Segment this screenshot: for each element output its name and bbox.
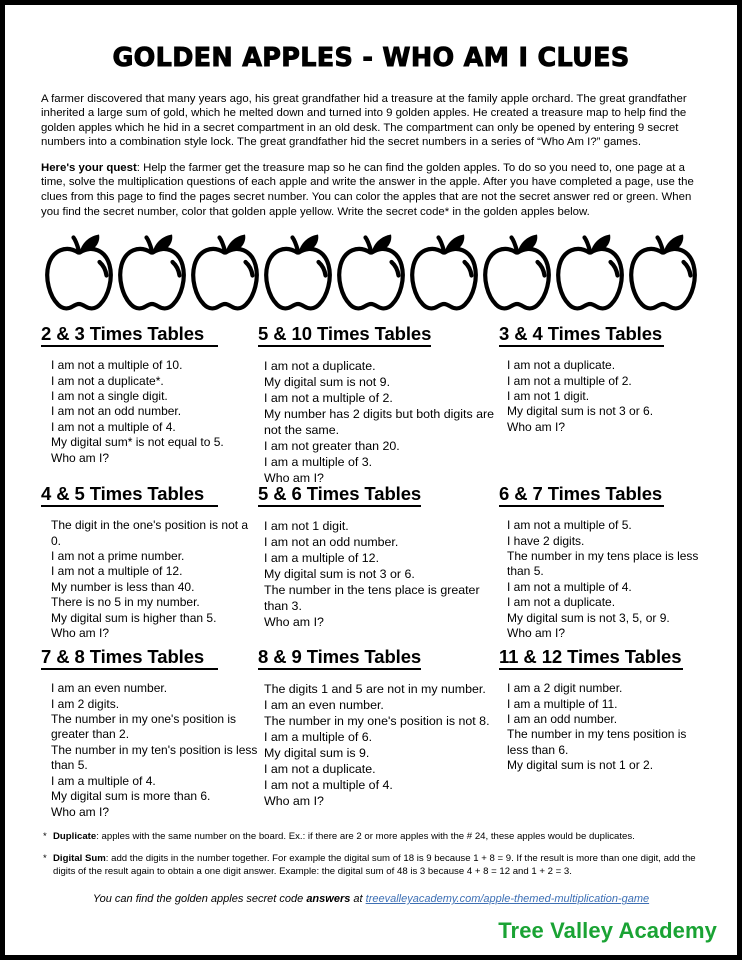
clue-item: The number in my tens place is less than 5.	[507, 549, 699, 579]
answers-bold: answers	[306, 893, 351, 906]
clue-section	[499, 483, 701, 646]
footnote-digital-sum	[41, 852, 701, 878]
clue-item: I am a 2 digit number.	[507, 681, 623, 696]
apple-icon	[482, 231, 552, 313]
page-title: GOLDEN APPLES - WHO AM I CLUES	[112, 43, 630, 73]
footnote-duplicate-text: : apples with the same number on the board. Ex.: if there are 2 or more apples with the # 24, these apples would be duplicates.	[96, 831, 635, 843]
clue-item: My digital sum* is not equal to 5.	[51, 435, 224, 450]
clue-section-title: 11 & 12 Times Tables	[499, 646, 683, 670]
clue-item: I am not a duplicate.	[507, 358, 616, 373]
intro-paragraph: A farmer discovered that many years ago, his great grandfather hid a treasure at the family apple orchard. The great grandfather inherited a large sum of gold, which he melted down and turned into 9 golden apples. He created a treasure map to help find the golden apples which he hid in a secret compartment in an old desk. The compartment can only be opened by entering 9 secret numbers into a combination style lock. The great grandfather hid the secret numbers in a series of “Who Am I?” games.	[41, 92, 687, 149]
clue-item: The number in my one's position is greater than 2.	[51, 712, 237, 742]
apple-icon	[409, 231, 479, 313]
clue-grid	[41, 313, 701, 819]
clue-item: I am not a multiple of 2.	[264, 391, 393, 406]
apple-icon	[44, 231, 114, 313]
clue-item: I am a multiple of 6.	[264, 730, 373, 745]
apple-icon	[190, 231, 260, 313]
quest-text: : Help the farmer get the treasure map so he can find the golden apples. To do so you need to, one page at a time, solve the multiplication questions of each apple and write the answer in the apple. After you have completed a page, use the clues from this page to find the pages secret number. You can color the apples that are not the secret answer red or green. When you find the secret number, color that golden apple yellow. Write the secret code* in the golden apples below.	[41, 161, 694, 218]
clue-section	[258, 646, 499, 814]
clue-item: I am not a single digit.	[51, 389, 168, 404]
clue-section-title: 8 & 9 Times Tables	[258, 646, 421, 670]
answers-link[interactable]: treevalleyacademy.com/apple-themed-multiplication-game	[365, 893, 650, 906]
clue-list	[41, 670, 258, 820]
apple-row	[41, 219, 701, 313]
clue-section-title: 2 & 3 Times Tables	[41, 323, 218, 347]
clue-item: I am not a duplicate.	[264, 762, 376, 777]
clue-section-title: 4 & 5 Times Tables	[41, 483, 218, 507]
clue-item: I am not a multiple of 10.	[51, 358, 183, 373]
clue-item: Who am I?	[507, 626, 566, 641]
clue-item: My digital sum is more than 6.	[51, 789, 211, 804]
clue-item: The digits 1 and 5 are not in my number.	[264, 682, 486, 697]
apple-icon	[263, 231, 333, 313]
clue-item: Who am I?	[507, 419, 566, 434]
clue-item: My digital sum is 9.	[264, 746, 370, 761]
clue-section	[41, 323, 258, 483]
apple-icon	[555, 231, 625, 313]
clue-item: I am an odd number.	[507, 712, 618, 727]
clue-item: The number in my tens position is less than 6.	[507, 727, 687, 757]
clue-list	[41, 507, 258, 641]
clue-item: I am a multiple of 4.	[51, 773, 156, 788]
worksheet-content	[5, 5, 737, 955]
apple-icon	[336, 231, 406, 313]
clue-item: I am not a multiple of 4.	[264, 778, 393, 793]
footnote-star-icon: *	[43, 831, 47, 843]
clue-item: I am not a multiple of 4.	[51, 419, 176, 434]
clue-item: My digital sum is not 1 or 2.	[507, 758, 654, 773]
quest-label: Here's your quest	[41, 161, 137, 174]
clue-list	[258, 670, 499, 809]
footnote-duplicate-label: Duplicate	[53, 831, 97, 843]
clue-list	[499, 507, 701, 641]
clue-item: My digital sum is not 3 or 6.	[264, 567, 415, 582]
answers-line	[41, 887, 701, 905]
clue-item: I am not a duplicate.	[264, 359, 376, 374]
clue-section	[258, 483, 499, 646]
clue-item: I am a multiple of 12.	[264, 551, 380, 566]
clue-item: My digital sum is not 9.	[264, 375, 391, 390]
clue-item: I am an even number.	[264, 698, 384, 713]
clue-list	[499, 347, 701, 435]
clue-item: I am a multiple of 3.	[264, 455, 373, 470]
clue-item: Who am I?	[264, 615, 324, 630]
clue-item: I have 2 digits.	[507, 533, 585, 548]
clue-item: Who am I?	[264, 471, 324, 486]
clue-item: I am not a duplicate*.	[51, 373, 164, 388]
footnote-digital-sum-label: Digital Sum	[53, 853, 106, 865]
clue-section-title: 7 & 8 Times Tables	[41, 646, 218, 670]
apple-icon	[628, 231, 698, 313]
clue-item: I am not a multiple of 12.	[51, 564, 183, 579]
clue-item: I am not an odd number.	[51, 404, 182, 419]
clue-section	[258, 323, 499, 486]
clue-item: Who am I?	[51, 804, 110, 819]
clue-item: I am not 1 digit.	[264, 519, 349, 534]
clue-list	[41, 347, 258, 466]
clue-item: Who am I?	[51, 626, 110, 641]
clue-item: I am not a multiple of 2.	[507, 373, 632, 388]
clue-item: My digital sum is not 3, 5, or 9.	[507, 610, 670, 625]
clue-section-title: 5 & 6 Times Tables	[258, 483, 421, 507]
footnotes	[41, 814, 701, 878]
clue-section-title: 3 & 4 Times Tables	[499, 323, 664, 347]
clue-item: Who am I?	[51, 450, 110, 465]
quest-paragraph	[41, 150, 701, 219]
clue-item: I am not a prime number.	[51, 549, 185, 564]
clue-section	[499, 323, 701, 483]
clue-item: The number in my one's position is not 8.	[264, 714, 490, 729]
clue-list	[258, 507, 499, 630]
clue-item: I am not a duplicate.	[507, 595, 616, 610]
clue-item: I am 2 digits.	[51, 696, 120, 711]
clue-item: I am not 1 digit.	[507, 389, 590, 404]
clue-item: I am not greater than 20.	[264, 439, 400, 454]
clue-item: My number has 2 digits but both digits are not the same.	[264, 407, 495, 438]
clue-item: My digital sum is higher than 5.	[51, 610, 217, 625]
clue-item: My digital sum is not 3 or 6.	[507, 404, 654, 419]
clue-section-title: 5 & 10 Times Tables	[258, 323, 431, 347]
footnote-duplicate	[41, 830, 701, 843]
clue-item: I am an even number.	[51, 681, 168, 696]
clue-list	[258, 347, 499, 486]
footnote-star-icon: *	[43, 853, 47, 865]
clue-list	[499, 670, 701, 773]
clue-item: I am a multiple of 11.	[507, 696, 618, 711]
clue-item: My number is less than 40.	[51, 579, 195, 594]
clue-section	[499, 646, 701, 814]
clue-item: The number in the tens place is greater than 3.	[264, 583, 480, 614]
clue-section	[41, 646, 258, 819]
clue-section	[41, 483, 258, 646]
clue-item: I am not a multiple of 4.	[507, 579, 632, 594]
clue-item: There is no 5 in my number.	[51, 595, 200, 610]
clue-item: The number in my ten's position is less than 5.	[51, 742, 258, 773]
answers-prefix: You can find the golden apples secret code	[92, 893, 307, 906]
clue-item: The digit in the one's position is not a 0.	[51, 518, 249, 548]
answers-middle: at	[350, 893, 366, 906]
brand-logo: Tree Valley Academy	[498, 918, 717, 943]
apple-icon	[117, 231, 187, 313]
clue-item: Who am I?	[264, 794, 324, 809]
footnote-digital-sum-text: : add the digits in the number together. For example the digital sum of 18 is 9 because 1 + 8 = 9. If the result is more than one digit, add the digits of the result again to obtain a one digit answer. Example: the digital sum of 48 is 3 because 4 + 8 = 12 and 1 + 2 = 3.	[53, 853, 696, 878]
clue-section-title: 6 & 7 Times Tables	[499, 483, 664, 507]
clue-item: I am not an odd number.	[264, 535, 399, 550]
clue-item: I am not a multiple of 5.	[507, 518, 632, 533]
